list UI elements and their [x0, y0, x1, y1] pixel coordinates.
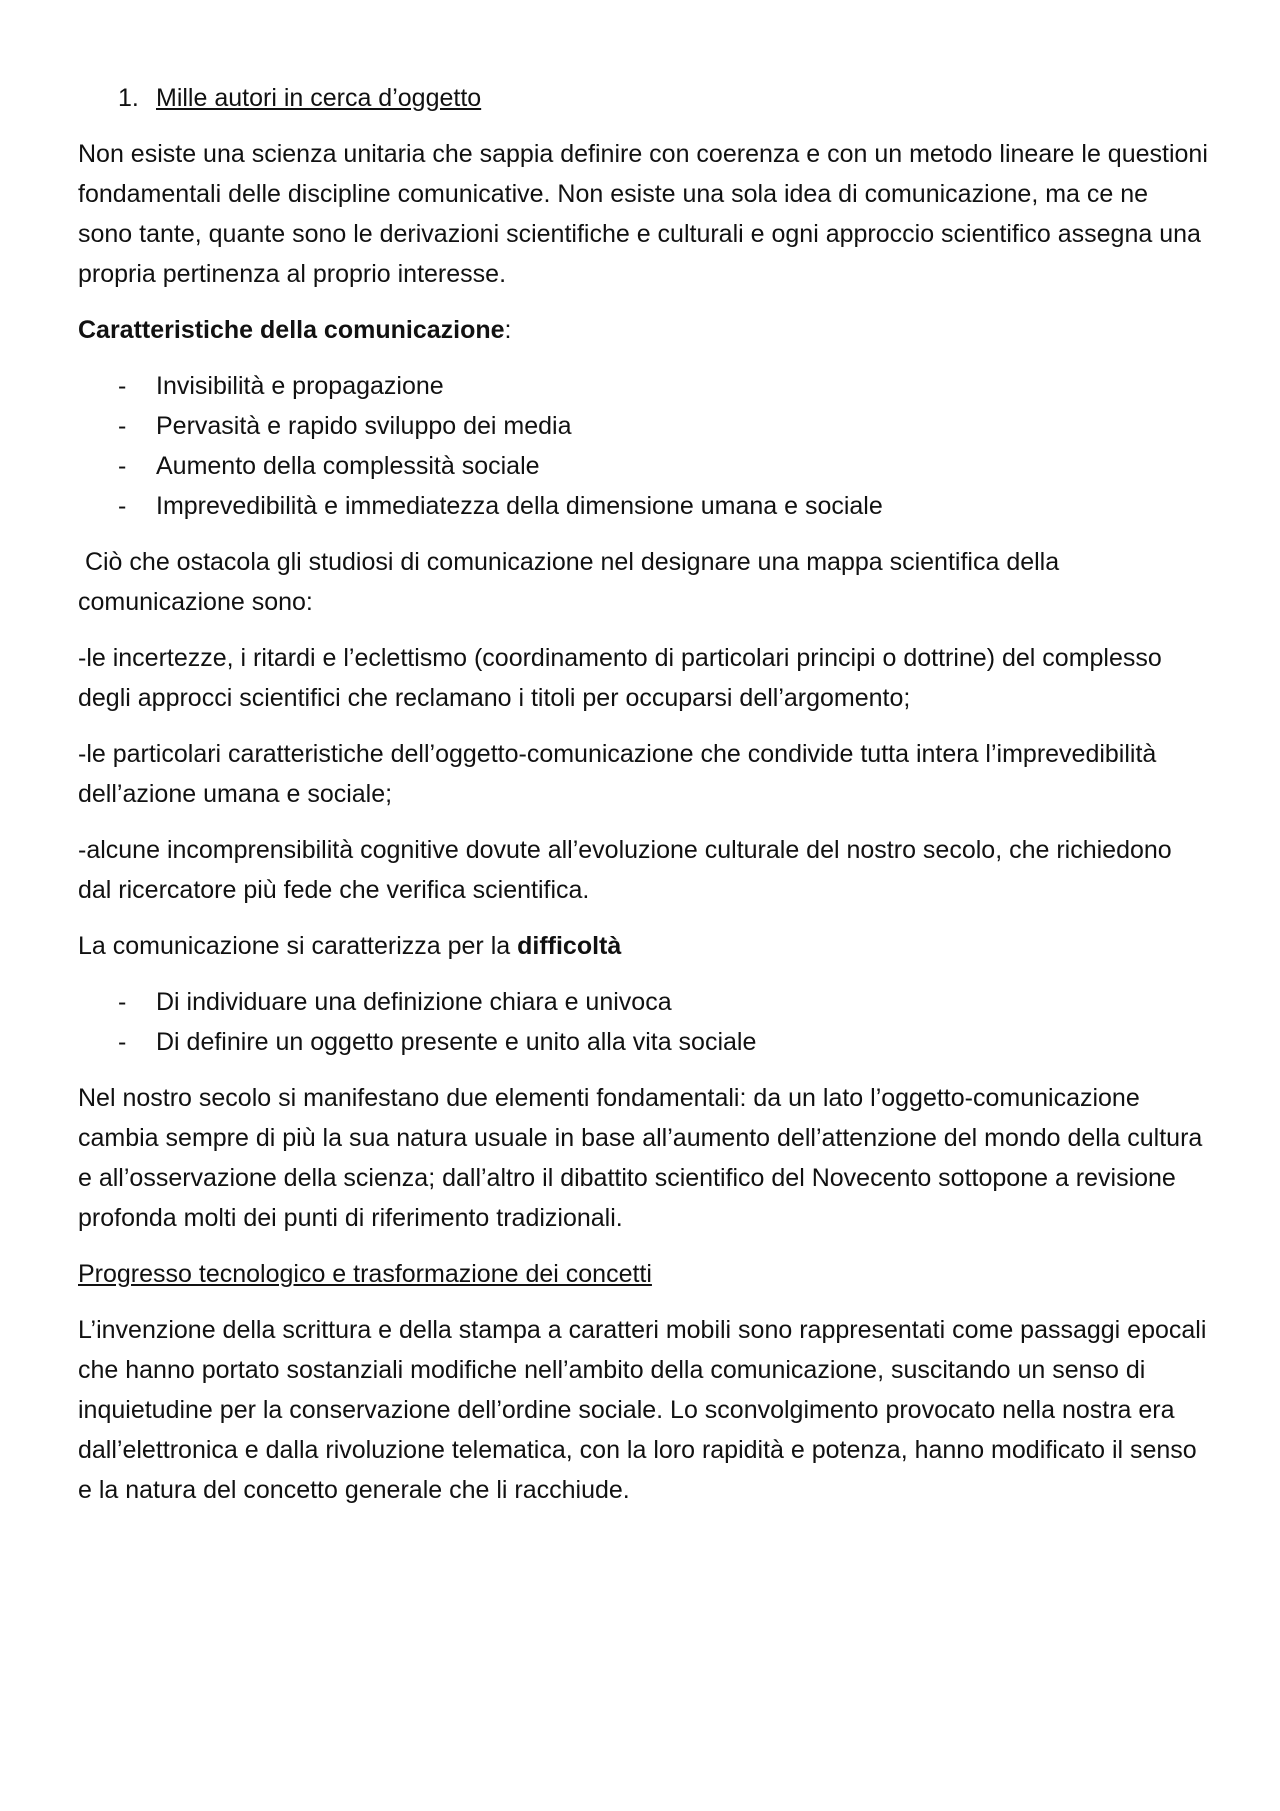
characteristics-label: Caratteristiche della comunicazione — [78, 316, 505, 344]
list-marker: - — [118, 412, 127, 440]
obstacle-paragraph: -alcune incomprensibilità cognitive dovute all’evoluzione culturale del nostro secolo, che richiedono dal ricercatore più fede che verifica scientifica. — [78, 836, 1172, 904]
list-item — [118, 366, 1208, 406]
difficulty-prefix: La comunicazione si caratterizza per la — [78, 932, 518, 960]
characteristics-suffix: : — [504, 316, 512, 344]
list-marker: - — [118, 492, 127, 520]
list-marker: - — [118, 988, 127, 1016]
list-item-text: Di individuare una definizione chiara e univoca — [156, 988, 672, 1016]
list-item-text: Invisibilità e propagazione — [156, 372, 444, 400]
characteristics-heading — [78, 310, 1208, 350]
list-marker: - — [118, 1028, 127, 1056]
century-paragraph: Nel nostro secolo si manifestano due elementi fondamentali: da un lato l’oggetto-comunicazione cambia sempre di più la sua natura usuale in base all’aumento dell’attenzione del mondo della cultura e all’osservazione della scienza; dall’altro il dibattito scientifico del Novecento sottopone a revisione profonda molti dei punti di riferimento tradizionali. — [78, 1084, 1203, 1232]
progress-paragraph: L’invenzione della scrittura e della stampa a caratteri mobili sono rappresentati come passaggi epocali che hanno portato sostanziali modifiche nell’ambito della comunicazione, suscitando un senso di inquietudine per la conservazione dell’ordine sociale. Lo sconvolgimento provocato nella nostra era dall’elettronica e dalla rivoluzione telematica, con la loro rapidità e potenza, hanno modificato il senso e la natura del concetto generale che li racchiude. — [78, 1316, 1207, 1504]
difficulty-list — [78, 982, 1208, 1062]
section-title: Mille autori in cerca d’oggetto — [156, 84, 482, 112]
obstacle-paragraph: -le incertezze, i ritardi e l’eclettismo (coordinamento di particolari principi o dottrine) del complesso degli approcci scientifici che reclamano i titoli per occuparsi dell’argomento; — [78, 644, 1162, 712]
characteristics-list — [78, 366, 1208, 526]
list-marker: - — [118, 372, 127, 400]
difficulty-heading — [78, 926, 1208, 966]
list-item-text: Aumento della complessità sociale — [156, 452, 540, 480]
list-item — [118, 486, 1208, 526]
list-item — [118, 1022, 1208, 1062]
list-item — [118, 406, 1208, 446]
list-item-text: Pervasità e rapido sviluppo dei media — [156, 412, 572, 440]
intro-paragraph: Non esiste una scienza unitaria che sappia definire con coerenza e con un metodo lineare le questioni fondamentali delle discipline comunicative. Non esiste una sola idea di comunicazione, ma ce ne sono tante, quante sono le derivazioni scientifiche e culturali e ogni approccio scientifico assegna una propria pertinenza al proprio interesse. — [78, 140, 1208, 288]
list-item — [118, 982, 1208, 1022]
list-item-text: Di definire un oggetto presente e unito alla vita sociale — [156, 1028, 757, 1056]
progress-title: Progresso tecnologico e trasformazione dei concetti — [78, 1260, 652, 1288]
difficulty-bold: difficoltà — [517, 932, 622, 960]
section-number: 1. — [118, 84, 139, 112]
list-item-text: Imprevedibilità e immediatezza della dimensione umana e sociale — [156, 492, 883, 520]
list-marker: - — [118, 452, 127, 480]
obstacle-paragraph: -le particolari caratteristiche dell’oggetto-comunicazione che condivide tutta intera l’imprevedibilità dell’azione umana e sociale; — [78, 740, 1157, 808]
list-item — [118, 446, 1208, 486]
obstacles-intro: Ciò che ostacola gli studiosi di comunicazione nel designare una mappa scientifica della comunicazione sono: — [78, 548, 1067, 616]
section-heading — [78, 78, 1208, 118]
